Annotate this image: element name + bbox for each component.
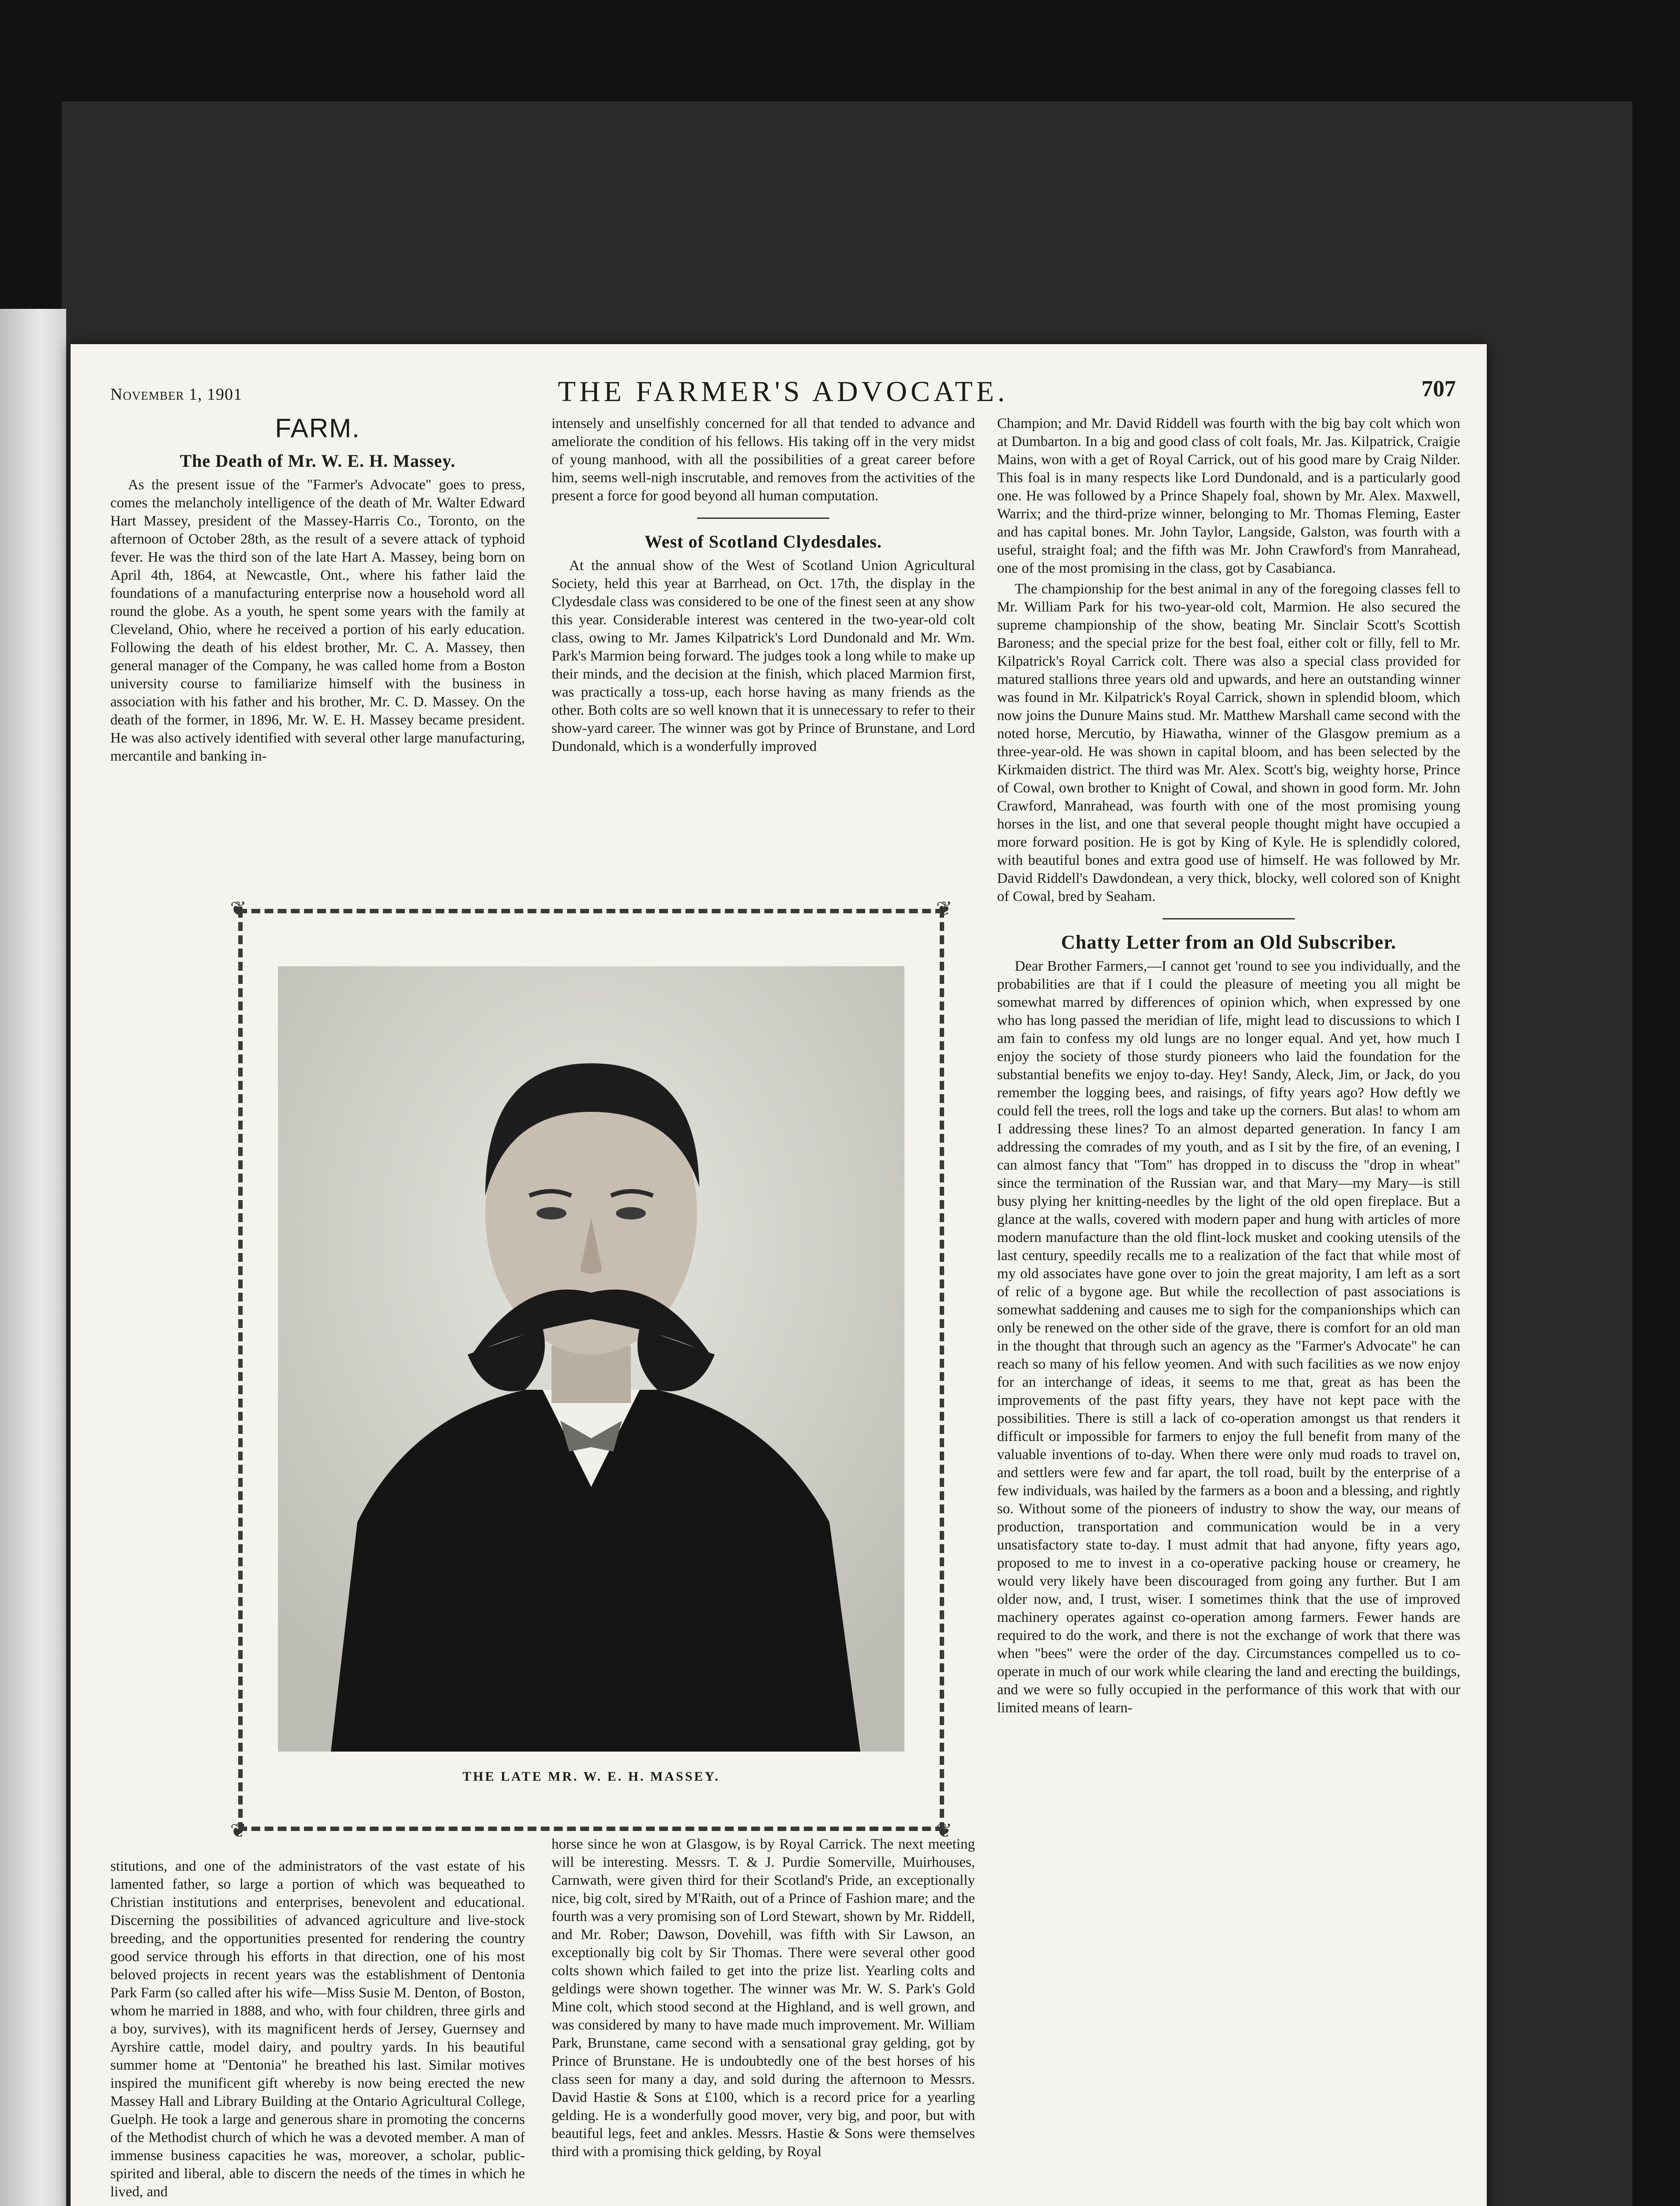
masthead: THE FARMER'S ADVOCATE. <box>558 375 1009 408</box>
article-title-chatty-letter: Chatty Letter from an Old Subscriber. <box>1061 931 1396 953</box>
portrait-illustration <box>278 966 904 1752</box>
divider-rule <box>697 518 829 519</box>
portrait-photo <box>278 966 904 1752</box>
divider-rule-2 <box>1162 918 1295 919</box>
section-heading: FARM. <box>275 413 360 443</box>
page-header <box>110 375 1456 415</box>
clydesdales-continued-1: Champion; and Mr. David Riddell was fourth with the big bay colt which won at Dumbarton. In a big and good class of colt foals, Mr. Jas. Kilpatrick, Craigie Mains, won with a get of Royal Carrick, out of his good mare by Craig Nilder. This foal is in many respects like Lord Dundonald, and is a particularly good one. He was followed by a Prince Shapely foal, shown by Mr. Alex. Maxwell, Warrix; and the third-prize winner, belonging to Mr. Thomas Fleming, Easter and has capital bones. Mr. John Taylor, Langside, Galston, was fourth with a useful, straight foal; and the fifth was Mr. John Crawford's from Manrahead, one of the most promising in the class, got by Casabianca. <box>997 416 1460 576</box>
article-body-massey: As the present issue of the "Farmer's Advocate" goes to press, comes the melancholy intelligence of the death of Mr. Walter Edward Hart Massey, president of the Massey-Harris Co., Toronto, on the afternoon of October 28th, as the result of a severe attack of typhoid fever. He was the third son of the late Hart A. Massey, being born on April 4th, 1864, at Newcastle, Ont., where his father laid the foundations of a manufacturing enterprise now a household word all round the globe. As a youth, he spent some years with the family at Cleveland, Ohio, where he received a portion of his early education. Following the death of his eldest brother, Mr. C. A. Massey, then general manager of the Company, he was called home from a Boston university course to familiarize himself with the business in association with his father and his brother, Mr. C. D. Massey. On the death of the former, in 1896, Mr. W. E. H. Massey became president. He was also actively identified with several other large manufacturing, mercantile and banking in- <box>110 477 525 764</box>
article-title-massey: The Death of Mr. W. E. H. Massey. <box>180 451 456 471</box>
column-1-continued <box>110 1857 525 2204</box>
clydesdales-continued: horse since he won at Glasgow, is by Royal Carrick. The next meeting will be interesting. Messrs. T. & J. Purdie Somerville, Muirhouses, Carnwath, were given third for their Scotland's Pride, an exceptionally nice, big colt, sired by M'Raith, out of a Prince of Fashion mare; and the fourth was a very promising son of Lord Stewart, shown by Mr. Riddell, and Mr. Rober; Dawson, Dovehill, was fifth with Sir Lawson, an exceptionally big colt by Sir Thomas. There were several other good colts shown which failed to get into the prize list. Yearling colts and geldings were shown together. The winner was Mr. W. S. Park's Gold Mine colt, which stood second at the Highland, and is well grown, and was considered by many to have made much improvement. Mr. William Park, Brunstane, came second with a sensational gray gelding, got by Prince of Brunstane. He is undoubtedly one of the best horses of his class seen for many a day, and sold during the afternoon to Messrs. David Hastie & Sons at £100, which is a record price for a yearling gelding. He is a wonderfully good mover, very big, and poor, but with beautiful legs, feet and ankles. Messrs. Hastie & Sons were themselves third with a promising thick gelding, by Royal <box>551 1836 975 2160</box>
column-2-continued <box>551 1835 975 2164</box>
corner-ornament-icon: ❦ <box>936 898 952 919</box>
corner-ornament-icon: ❦ <box>230 1820 247 1842</box>
article-title-clydesdales: West of Scotland Clydesdales. <box>645 532 882 552</box>
article-body-clydesdales: At the annual show of the West of Scotland Union Agricultural Society, held this year at Barrhead, on Oct. 17th, the display in the Clydesdale class was considered to be one of the finest seen at any show this year. Considerable interest was centered in the two-year-old colt class, owing to Mr. James Kilpatrick's Lord Dundonald and Mr. Wm. Park's Marmion being forward. The judges took a long while to make up their minds, and the decision at the finish, which placed Marmion first, was practically a toss-up, each horse having as many friends as the other. Both colts are so well known that it is unnecessary to refer to their show-yard career. The winner was got by Prince of Brunstane, and Lord Dundonald, which is a wonderfully improved <box>551 558 975 754</box>
page-number: 707 <box>1421 376 1456 401</box>
corner-ornament-icon: ❦ <box>936 1820 952 1842</box>
column-1 <box>110 413 525 768</box>
corner-ornament-icon: ❦ <box>230 898 247 919</box>
article-body-chatty-letter: Dear Brother Farmers,—I cannot get 'round to see you individually, and the probabilities are that if I could the pleasure of meeting you all might be somewhat marred by differences of opinion which, when expressed by one who has long passed the meridian of life, might lead to discussions to which I am fain to confess my old lungs are no longer equal. And yet, how much I enjoy the society of those sturdy pioneers who laid the foundation for the substantial benefits we enjoy to-day. Hey! Sandy, Aleck, Jim, or Jack, do you remember the logging bees, and raisings, of fifty years ago? How deftly we could fell the trees, roll the logs and take up the corners. But alas! to whom am I addressing these lines? To an almost departed generation. In fancy I am addressing the comrades of my youth, and as I sit by the fire, of an evening, I can almost fancy that "Tom" has dropped in to discuss the "drop in wheat" since the termination of the Russian war, and that Mary—my Mary—is still busy plying her knitting-needles by the light of the old open fireplace. But a glance at the walls, covered with modern paper and hung with articles of more modern manufacture than the old flint-lock musket and cooking utensils of the last century, speedily recalls me to a realization of the fact that while most of my old associates have gone over to join the great majority, I am left as a sort of relic of a bygone age. But while the recollection of past associations is somewhat saddening and causes me to sigh for the companionships which can only be renewed on the other side of the grave, there is comfort for an old man in the thought that through such an agency as the "Farmer's Advocate" he can reach so many of his fellow yeomen. And with such facilities as we now enjoy for an interchange of ideas, it seems to me that, great as has been the improvements of the past fifty years, they have not kept pace with the possibilities. There is still a lack of co-operation amongst us that renders it difficult or impossible for farmers to enjoy the full benefit from many of the valuable inventions of to-day. When there were only mud roads to travel on, and settlers were few and far apart, the toll road, built by the enterprise of a few individuals, was hailed by the farmers as a boon and a blessing, and rightly so. Without some of the pioneers of industry to show the way, our means of production, transportation and communication would be in a very unsatisfactory state to-day. I must admit that had anyone, fifty years ago, proposed to me to invest in a co-operative packing house or creamery, he would very likely have been discouraged from going any further. But I am older now, and, I trust, wiser. I sometimes think that the use of improved machinery operates against co-operation among farmers. Fewer hands are required to do the work, and there is not the exchange of work that there was when "bees" were the order of the day. Circumstances compelled us to co-operate in much of our work while clearing the land and erecting the buildings, and we were so fully occupied in the performance of this work that with our limited means of learn- <box>997 958 1460 1716</box>
clydesdales-continued-2: The championship for the best animal in any of the foregoing classes fell to Mr. William Park for his two-year-old colt, Marmion. He also secured the supreme championship of the show, beating Mr. Sinclair Scott's Scottish Baroness; and the special prize for the best foal, either colt or filly, fell to Mr. Kilpatrick's Royal Carrick colt. There was also a special class provided for matured stallions three years old and upwards, and here an outstanding winner was found in Mr. Kilpatrick's Royal Carrick, shown in splendid bloom, which now joins the Dunure Mains stud. Mr. Matthew Marshall came second with the noted horse, Mercutio, by Hiawatha, winner of the Glasgow premium as a three-year-old. He was shown in capital bloom, and has been selected by the Kirkmaiden district. The third was Mr. Alex. Scott's big, weighty horse, Prince of Cowal, own brother to Knight of Cowal, and shown in good form. Mr. John Crawford, Manrahead, was fourth with one of the most promising young horses in the list, and one that several people thought might have occupied a more forward position. He is got by King of Kyle. He is splendidly colored, with beautiful bones and extra good use of himself. He was followed by Mr. David Riddell's Dawdondean, a very thick, blocky, well colored son of Knight of Cowal, bred by Seaham. <box>997 581 1460 904</box>
article-body-massey-end: intensely and unselfishly concerned for all that tended to advance and ameliorate the condition of his fellows. His taking off in the very midst of young manhood, with all the possibilities of a great career before him, seems well-nigh inscrutable, and removes from the activities of the present a force for good beyond all human computation. <box>551 416 975 504</box>
column-2 <box>551 415 975 758</box>
newspaper-page <box>71 344 1487 2206</box>
massey-continued: stitutions, and one of the administrators of the vast estate of his lamented father, so large a portion of which was bequeathed to Christian institutions and enterprises, benevolent and educational. Discerning the possibilities of advanced agriculture and live-stock breeding, and the opportunities presented for rendering the country good service through his efforts in that direction, one of his most beloved projects in recent years was the establishment of Dentonia Park Farm (so called after his wife—Miss Susie M. Denton, of Boston, whom he married in 1888, and who, with four children, three girls and a boy, survives), with its magnificent herds of Jersey, Guernsey and Ayrshire cattle, model dairy, and poultry yards. In his beautiful summer home at "Dentonia" he breathed his last. Similar motives inspired the munificent gift whereby is now being erected the new Massey Hall and Library Building at the Ontario Agricultural College, Guelph. He took a large and generous share in promoting the concerns of the Methodist church of which he was a devoted member. A man of immense business capacities he was, moreover, a scholar, public-spirited and liberal, able to discern the needs of the times in which he lived, and <box>110 1858 525 2200</box>
portrait-frame <box>230 898 952 1842</box>
portrait-caption: THE LATE MR. W. E. H. MASSEY. <box>462 1769 720 1784</box>
issue-date: November 1, 1901 <box>110 385 242 404</box>
facing-page-edge <box>0 309 66 2206</box>
column-3 <box>997 415 1460 1720</box>
